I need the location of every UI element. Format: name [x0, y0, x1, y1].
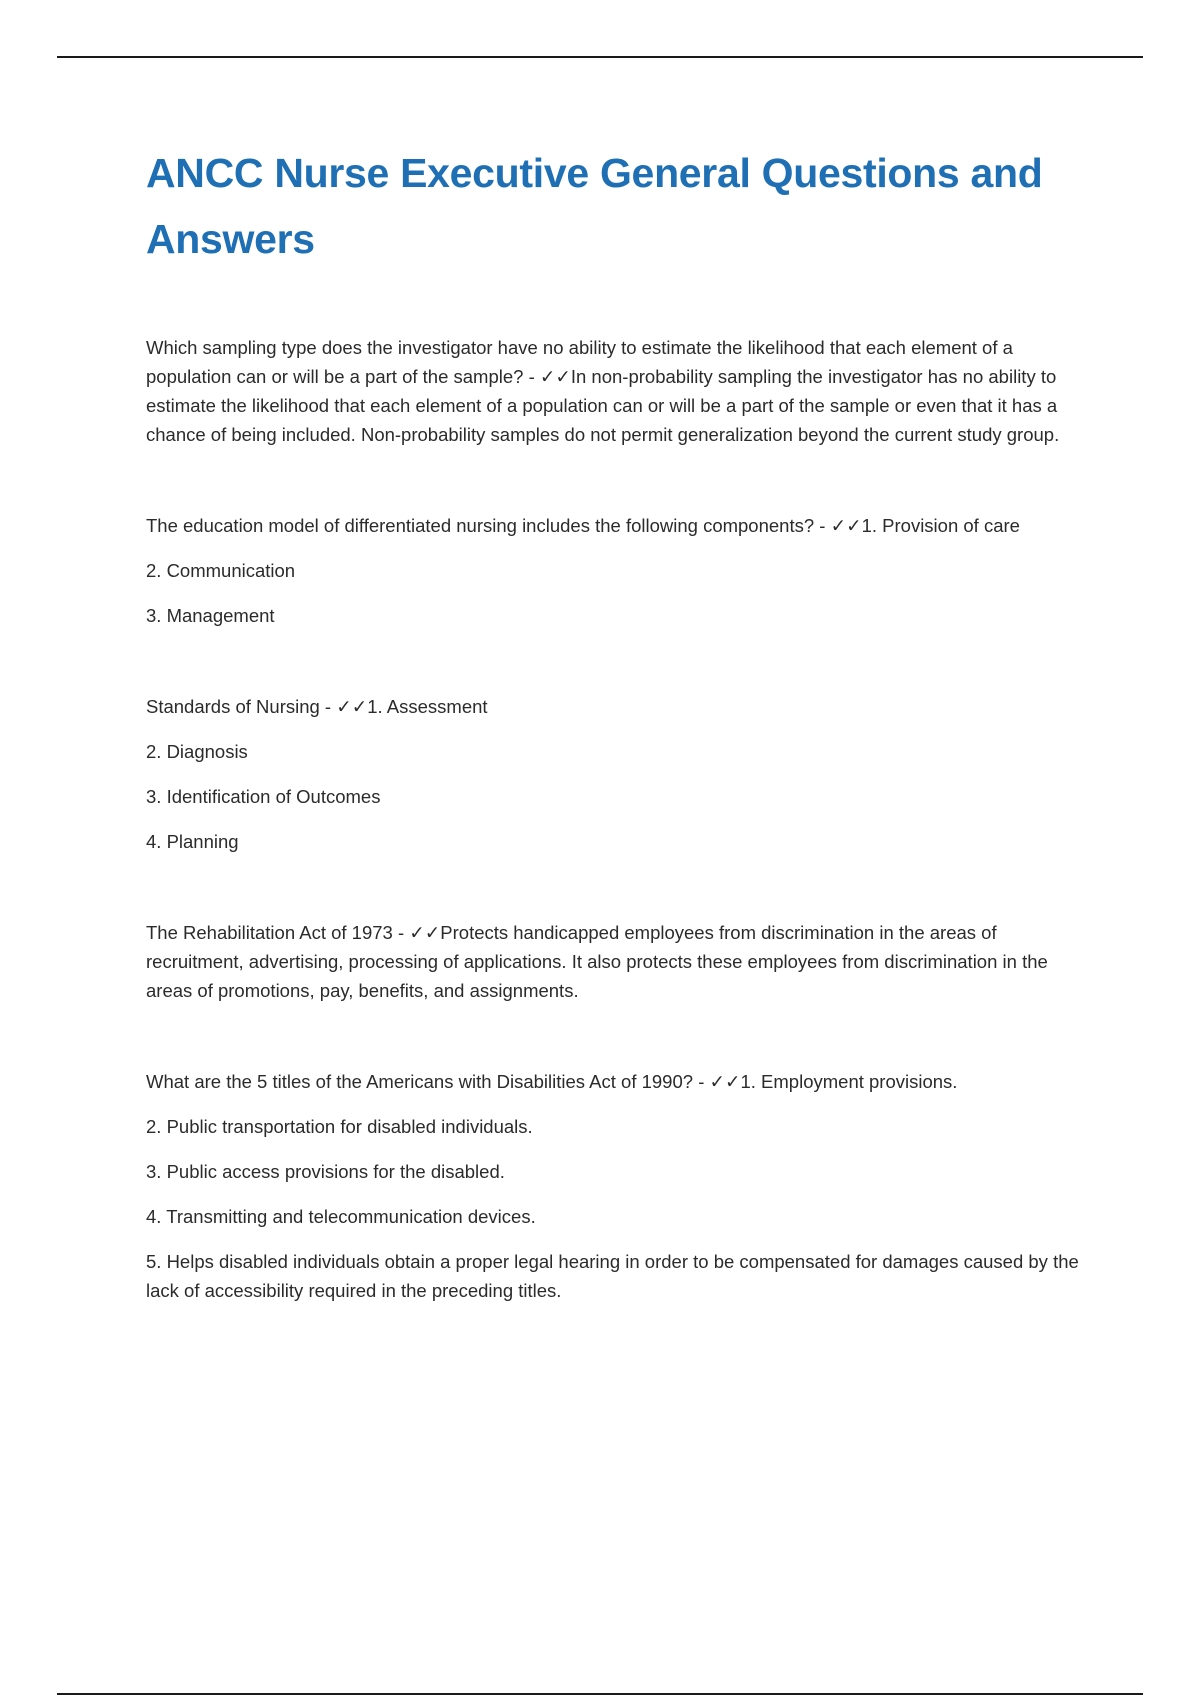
- footer-rule: [57, 1693, 1143, 1695]
- qa-item-ada-titles: [146, 1067, 1096, 1305]
- qa-item-education-model: [146, 511, 1096, 630]
- qa-paragraph: What are the 5 titles of the Americans with Disabilities Act of 1990? - ✓✓1. Employment provisions.: [146, 1071, 958, 1092]
- qa-list-item: 4. Planning: [146, 831, 239, 852]
- qa-list-item: 3. Management: [146, 605, 275, 626]
- qa-item-standards: [146, 692, 1096, 856]
- qa-list-item: 3. Public access provisions for the disabled.: [146, 1161, 505, 1182]
- header-rule: [57, 56, 1143, 58]
- qa-item-rehabilitation-act: [146, 918, 1096, 1005]
- qa-paragraph: The Rehabilitation Act of 1973 - ✓✓Protects handicapped employees from discrimination in the areas of recruitment, advertising, processing of applications. It also protects these employees from discrimination in the areas of promotions, pay, benefits, and assignments.: [146, 922, 1048, 1001]
- qa-paragraph: The education model of differentiated nursing includes the following components? - ✓✓1. Provision of care: [146, 515, 1020, 536]
- qa-list-item: 2. Public transportation for disabled individuals.: [146, 1116, 533, 1137]
- qa-list-item: 2. Communication: [146, 560, 296, 581]
- qa-list-item: 3. Identification of Outcomes: [146, 786, 381, 807]
- document-title: ANCC Nurse Executive General Questions and Answers: [146, 150, 1043, 262]
- qa-list-item: 4. Transmitting and telecommunication devices.: [146, 1206, 536, 1227]
- qa-paragraph: Which sampling type does the investigator have no ability to estimate the likelihood that each element of a population can or will be a part of the sample? - ✓✓In non-probability sampling the investigator has no ability to estimate the likelihood that each element of a population can or will be a part of the sample or even that it has a chance of being included. Non-probability samples do not permit generalization beyond the current study group.: [146, 337, 1060, 445]
- qa-list-item: 5. Helps disabled individuals obtain a proper legal hearing in order to be compensated for damages caused by the lack of accessibility required in the preceding titles.: [146, 1251, 1079, 1301]
- qa-paragraph: Standards of Nursing - ✓✓1. Assessment: [146, 696, 488, 717]
- qa-list-item: 2. Diagnosis: [146, 741, 248, 762]
- qa-item-sampling: [146, 333, 1096, 449]
- document-body: [146, 333, 1096, 1367]
